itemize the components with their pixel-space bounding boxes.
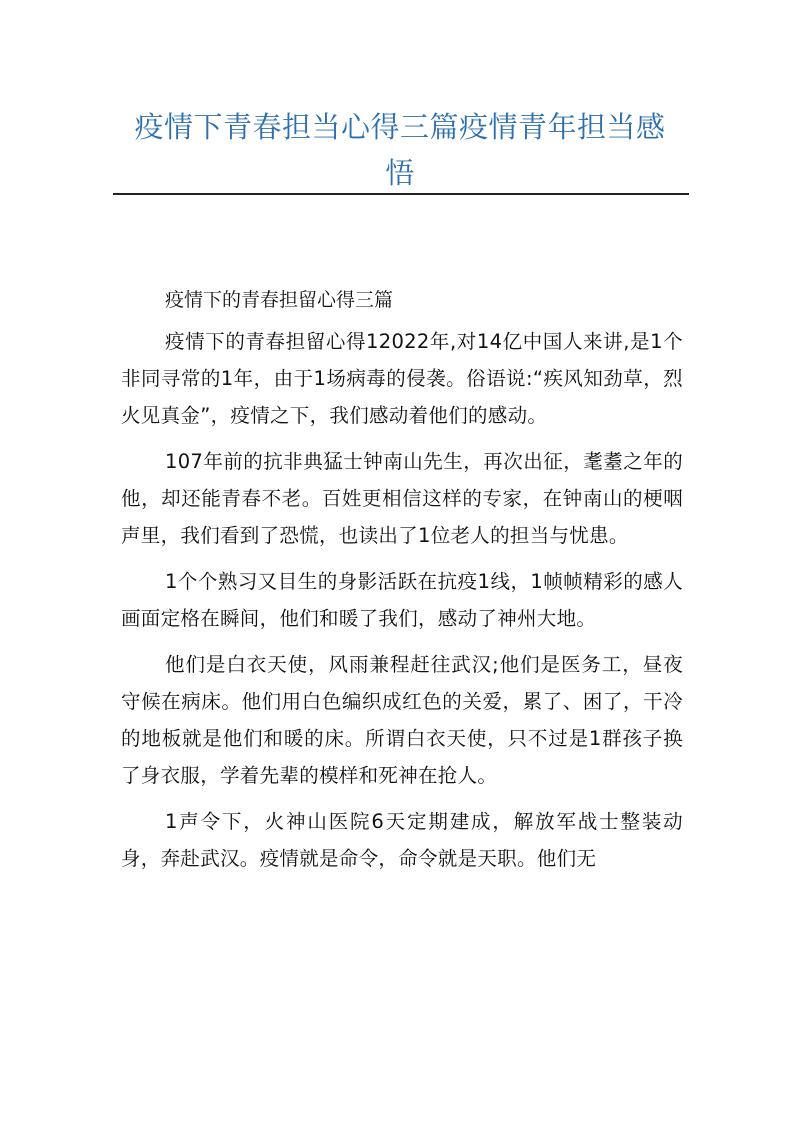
document-title: 疫情下青春担当心得三篇疫情青年担当感悟 (134, 110, 666, 190)
paragraph-3: 1个个熟习又目生的身影活跃在抗疫1线，1帧帧精彩的感人画面定格在瞬间，他们和暖了我们，感动了神州大地。 (121, 570, 683, 630)
title-divider (113, 193, 689, 195)
paragraph-1: 疫情下的青春担留心得12022年,对14亿中国人来讲,是1个非同寻常的1年，由于1场病毒的侵袭。俗语说:“疾风知劲草，烈火见真金”，疫情之下，我们感动着他们的感动。 (121, 330, 683, 427)
section-heading: 疫情下的青春担留心得三篇 (165, 289, 394, 311)
document-body (121, 283, 683, 886)
paragraph-5: 1声令下，火神山医院6天定期建成，解放军战士整装动身，奔赴武汉。疫情就是命令，命令就是天职。他们无 (121, 810, 683, 870)
paragraph-4: 他们是白衣天使，风雨兼程赶往武汉;他们是医务工，昼夜守候在病床。他们用白色编织成红色的关爱，累了、困了，干冷的地板就是他们和暖的床。所谓白衣天使，只不过是1群孩子换了身衣服，学着先辈的模样和死神在抢人。 (121, 653, 683, 787)
paragraph-2: 107年前的抗非典猛士钟南山先生，再次出征，耄耋之年的他，却还能青春不老。百姓更相信这样的专家，在钟南山的梗咽声里，我们看到了恐慌，也读出了1位老人的担当与忧患。 (121, 450, 683, 547)
